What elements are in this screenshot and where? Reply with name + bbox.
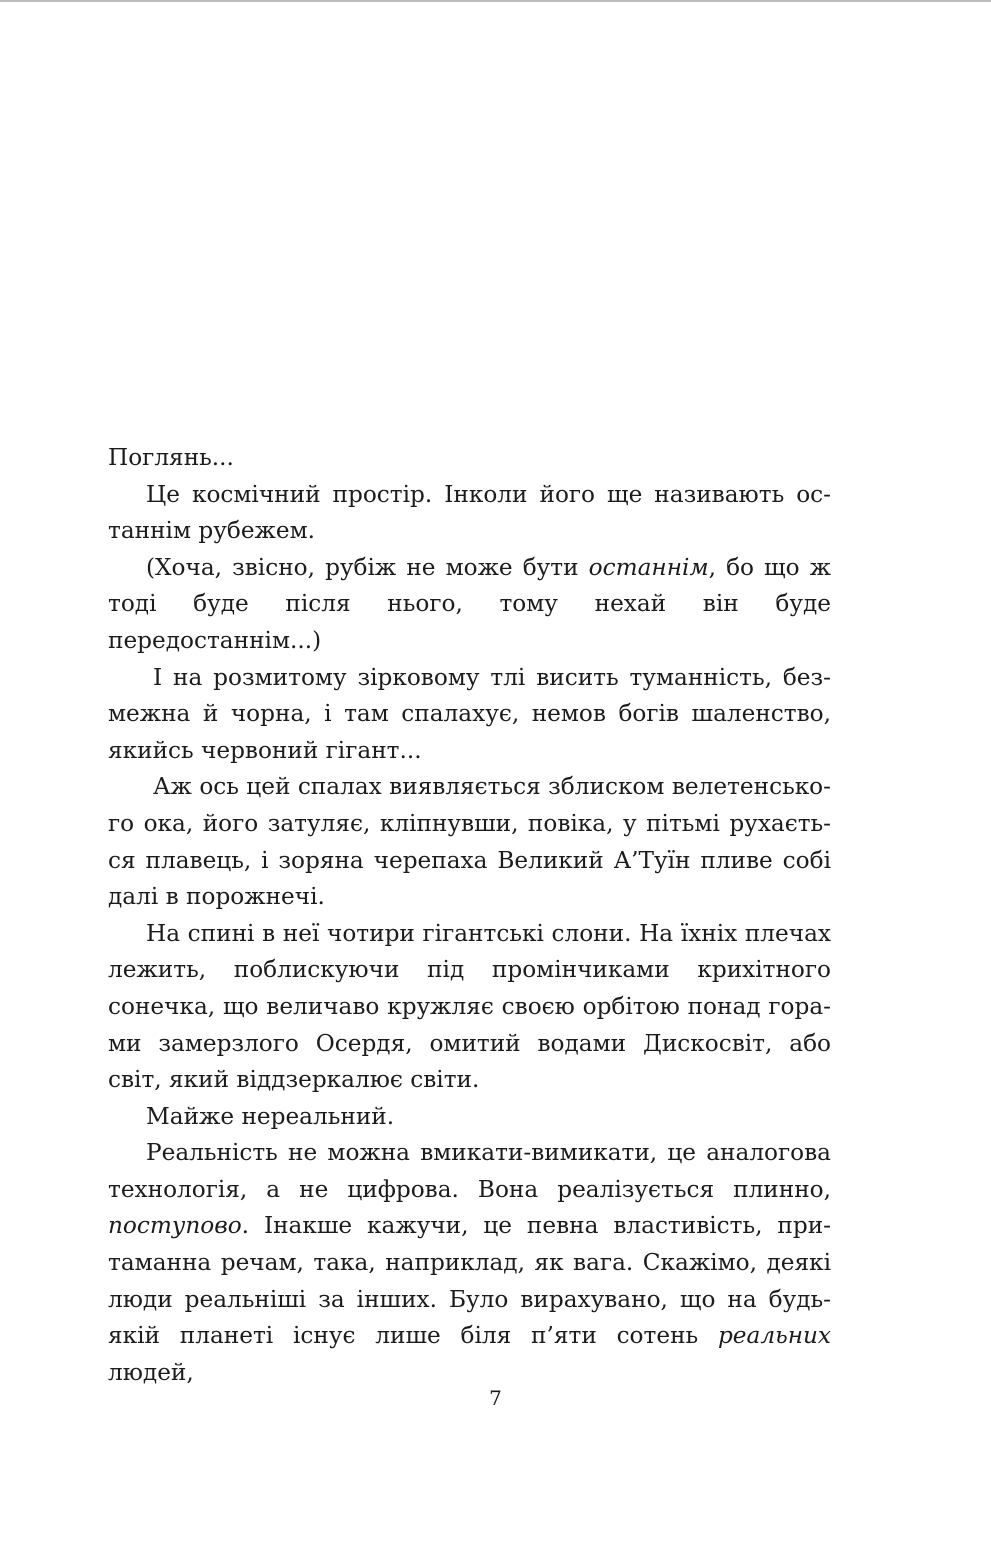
- page-top-edge: [0, 0, 991, 2]
- text-run: (Хоча, звісно, рубіж не може бути: [146, 553, 589, 581]
- paragraph: [108, 550, 831, 660]
- italic-word: реальних: [717, 1322, 831, 1350]
- text-run: Майже нереальний.: [146, 1102, 395, 1130]
- italic-word: останнім: [588, 553, 709, 581]
- paragraph: [108, 660, 831, 770]
- text-run: , бо що ж тоді буде після нього, тому нехай він буде передостаннім...): [108, 553, 831, 654]
- text-run: Аж ось цей спалах виявляється зблиском велетенського ока, його затуляє, кліпнувши, повіка, у пітьмі рухається плавець, і зоряна черепаха Великий А’Туїн пливе собі далі в порожнечі.: [108, 773, 831, 911]
- text-run: Поглянь...: [108, 444, 234, 471]
- paragraph: [108, 769, 831, 915]
- paragraph: [108, 1135, 831, 1391]
- paragraph: [108, 440, 831, 477]
- text-run: І на розмитому зірковому тлі висить туманність, безмежна й чорна, і там спалахує, немов богів шаленство, якийсь червоний гігант...: [108, 663, 831, 764]
- paragraph: [108, 477, 831, 550]
- text-run: Це космічний простір. Інколи його ще називають останнім рубежем.: [108, 480, 831, 545]
- text-run: . Інакше кажучи, це певна властивість, притаманна речам, така, наприклад, як вага. Скажімо, деякі люди реальніші за інших. Було вирахувано, що на будьякій планеті існує лише біля п’яти сотень: [108, 1212, 831, 1350]
- text-run: На спині в неї чотири гігантські слони. На їхніх плечах лежить, поблискуючи під промінчиками крихітного сонечка, що величаво кружляє своєю орбітою понад горами замерзлого Осердя, омитий водами Дискосвіт, або світ, який віддзеркалює світи.: [108, 919, 831, 1094]
- book-text: [108, 440, 831, 1391]
- paragraph: [108, 916, 831, 1099]
- page-number: 7: [489, 1386, 502, 1410]
- italic-word: поступово: [108, 1212, 242, 1240]
- text-run: Реальність не можна вмикати-вимикати, це аналогова технологія, а не цифрова. Вона реалізується плинно,: [108, 1139, 831, 1203]
- paragraph: [108, 1099, 831, 1136]
- text-run: людей,: [108, 1358, 194, 1386]
